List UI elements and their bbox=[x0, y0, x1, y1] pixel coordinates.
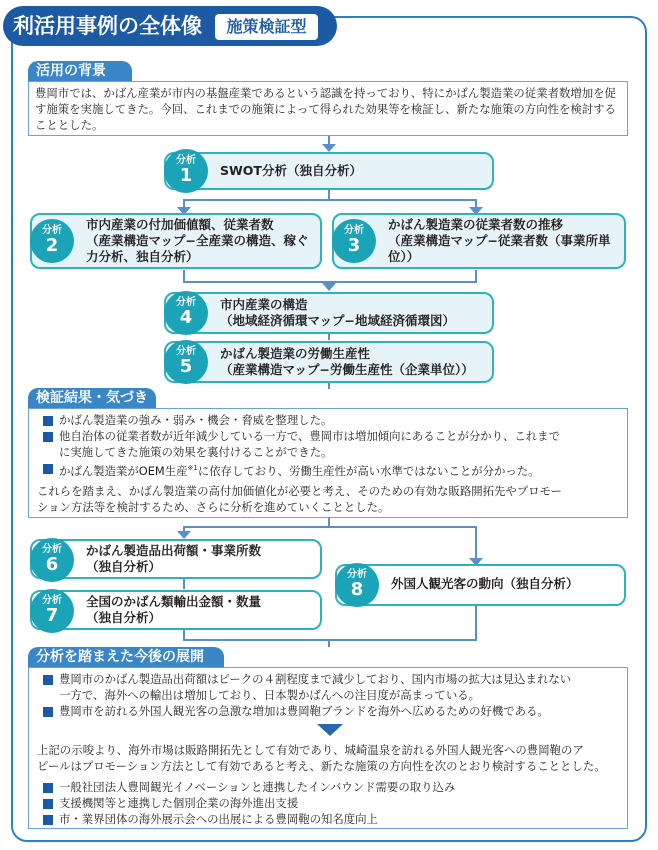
findings-header: 検証結果・気づき bbox=[28, 388, 156, 408]
step-3-box bbox=[332, 213, 626, 269]
connector bbox=[475, 526, 477, 560]
step-8-label: 外国人観光客の動向（独自分析） bbox=[391, 576, 579, 591]
step-6-badge bbox=[30, 538, 74, 582]
step-4-line: 市内産業の構造 bbox=[220, 297, 308, 312]
findings-bullet-2 bbox=[59, 428, 619, 460]
step-number: 7 bbox=[45, 605, 59, 626]
analysis-word: 分析 bbox=[42, 595, 62, 606]
step-number: 2 bbox=[45, 235, 59, 256]
step-number: 4 bbox=[179, 307, 193, 328]
findings-bullet-2-line: に実施してきた施策の効果を裏付けることができた。 bbox=[59, 445, 333, 459]
arrow-head bbox=[177, 531, 191, 539]
step-6-line: （独自分析） bbox=[86, 559, 162, 574]
findings-paragraph-line: ション方法等を検討するため、さらに分析を進めていくこととした。 bbox=[37, 500, 390, 514]
future-item-3: 市・業界団体の海外展示会への出展による豊岡鞄の知名度向上 bbox=[59, 812, 378, 826]
step-1-box bbox=[164, 152, 494, 190]
analysis-word: 分析 bbox=[344, 225, 364, 236]
step-5-line: かばん製造業の労働生産性 bbox=[220, 346, 371, 361]
step-5-badge bbox=[164, 340, 208, 384]
step-number: 5 bbox=[179, 356, 193, 377]
connector bbox=[183, 199, 477, 201]
step-1-badge bbox=[164, 149, 208, 193]
step-7-label bbox=[86, 594, 314, 626]
bullet-square bbox=[43, 783, 53, 793]
findings-bullet-2-line: 他自治体の従業者数が近年減少している一方で、豊岡市は増加傾向にあることが分かり、これまで bbox=[59, 429, 560, 443]
background-text: 豊岡市では、かばん産業が市内の基盤産業であるという認識を持っており、特にかばん製造業の従業者数増加を促す施策を実施してきた。今回、これまでの施策によって得られた効果等を検証し、新たな施策の方向性を検討することとした。 bbox=[35, 86, 616, 132]
step-6-label bbox=[86, 543, 314, 575]
step-7-line: 全国のかばん類輸出金額・数量 bbox=[86, 594, 262, 609]
connector bbox=[328, 383, 330, 389]
connector bbox=[475, 606, 477, 640]
step-6-line: かばん製造品出荷額・事業所数 bbox=[86, 543, 262, 558]
findings-paragraph-line: これらを踏まえ、かばん製造業の高付加価値化が必要と考え、そのための有効な販路開拓先やプロモー bbox=[37, 484, 562, 498]
step-5-box bbox=[164, 341, 494, 383]
down-arrow-icon bbox=[317, 724, 343, 736]
step-2-line: 市内産業の付加価値額、従業者数 bbox=[86, 217, 274, 232]
step-3-badge bbox=[332, 219, 376, 263]
step-3-label bbox=[388, 217, 618, 265]
step-8-badge bbox=[335, 563, 379, 607]
step-7-line: （独自分析） bbox=[86, 610, 162, 625]
step-1-label: SWOT分析（独自分析） bbox=[220, 163, 362, 178]
future-item-2: 支援機関等と連携した個別企業の海外進出支援 bbox=[59, 796, 299, 810]
arrow-head bbox=[322, 144, 336, 152]
bullet-square bbox=[43, 432, 53, 442]
future-box bbox=[28, 667, 628, 829]
future-paragraph-line: 上記の示唆より、海外市場は販路開拓先として有効であり、城崎温泉を訪れる外国人観光客への豊岡鞄のア bbox=[37, 743, 584, 757]
step-4-line: （地域経済循環マップ−地域経済循環図） bbox=[220, 313, 455, 328]
footnote-mark: ※1 bbox=[187, 464, 198, 472]
step-4-badge bbox=[164, 291, 208, 335]
findings-bullet-3-text: かばん製造業がOEM生産 bbox=[59, 463, 188, 478]
step-5-line: （産業構造マップ−労働生産性（企業単位）） bbox=[220, 362, 474, 377]
step-number: 3 bbox=[347, 235, 361, 256]
findings-bullet-3 bbox=[59, 460, 619, 479]
step-3-line: かばん製造業の従業者数の推移 bbox=[388, 217, 564, 232]
findings-box bbox=[28, 408, 628, 518]
analysis-word: 分析 bbox=[42, 544, 62, 555]
step-2-line: 力分析、独自分析） bbox=[86, 249, 199, 264]
future-bullet-2: 豊岡市を訪れる外国人観光客の急激な増加は豊岡鞄ブランドを海外へ広めるための好機である。 bbox=[59, 704, 549, 718]
step-number: 1 bbox=[179, 165, 193, 186]
bullet-square bbox=[43, 815, 53, 825]
future-paragraph bbox=[37, 742, 619, 774]
step-2-line: （産業構造マップ−全産業の構造、稼ぐ bbox=[86, 233, 309, 248]
findings-bullet-3-text: に依存しており、労働生産性が高い水準ではないことが分かった。 bbox=[197, 463, 540, 478]
future-bullet-1 bbox=[59, 671, 619, 703]
future-paragraph-line: ピールはプロモーション方法として有効であると考え、新たな施策の方向性を次のとおり検討することとした。 bbox=[37, 759, 606, 773]
step-4-label bbox=[220, 297, 486, 329]
connector bbox=[183, 526, 477, 528]
background-box bbox=[28, 81, 628, 136]
background-header: 活用の背景 bbox=[28, 61, 132, 81]
bullet-square bbox=[43, 416, 53, 426]
analysis-word: 分析 bbox=[176, 297, 196, 308]
step-number: 8 bbox=[350, 579, 364, 600]
connector bbox=[328, 334, 330, 340]
connector bbox=[183, 579, 185, 589]
future-item-1: 一般社団法人豊岡観光イノベーションと連携したインバウンド需要の取り込み bbox=[59, 780, 456, 794]
connector bbox=[183, 639, 477, 641]
step-5-label bbox=[220, 346, 486, 378]
bullet-square bbox=[43, 707, 53, 717]
future-header: 分析を踏まえた今後の展開 bbox=[28, 647, 224, 667]
findings-paragraph bbox=[37, 483, 619, 515]
analysis-word: 分析 bbox=[176, 155, 196, 166]
step-3-line: （産業構造マップ−従業者数（事業所単 bbox=[388, 233, 611, 248]
step-3-line: 位）） bbox=[388, 249, 420, 264]
analysis-word: 分析 bbox=[347, 569, 367, 580]
step-7-badge bbox=[30, 589, 74, 633]
title-badge: 施策検証型 bbox=[215, 14, 318, 40]
future-bullet-1-line: 一方で、海外への輸出は増加しており、日本製かばんへの注目度が高まっている。 bbox=[59, 688, 480, 702]
arrow-head bbox=[322, 283, 336, 291]
step-2-badge bbox=[30, 219, 74, 263]
bullet-square bbox=[43, 675, 53, 685]
step-4-box bbox=[164, 292, 494, 334]
future-bullet-1-line: 豊岡市のかばん製造品出荷額はピークの４割程度まで減少しており、国内市場の拡大は見込まれない bbox=[59, 672, 572, 686]
findings-bullet-1: かばん製造業の強み・弱み・機会・脅威を整理した。 bbox=[59, 413, 333, 427]
connector bbox=[328, 639, 330, 647]
step-number: 6 bbox=[45, 554, 59, 575]
step-2-label bbox=[86, 217, 314, 265]
bullet-square bbox=[43, 799, 53, 809]
analysis-word: 分析 bbox=[42, 225, 62, 236]
page-title: 利活用事例の全体像 bbox=[13, 14, 202, 38]
bullet-square bbox=[43, 464, 53, 474]
analysis-word: 分析 bbox=[176, 346, 196, 357]
